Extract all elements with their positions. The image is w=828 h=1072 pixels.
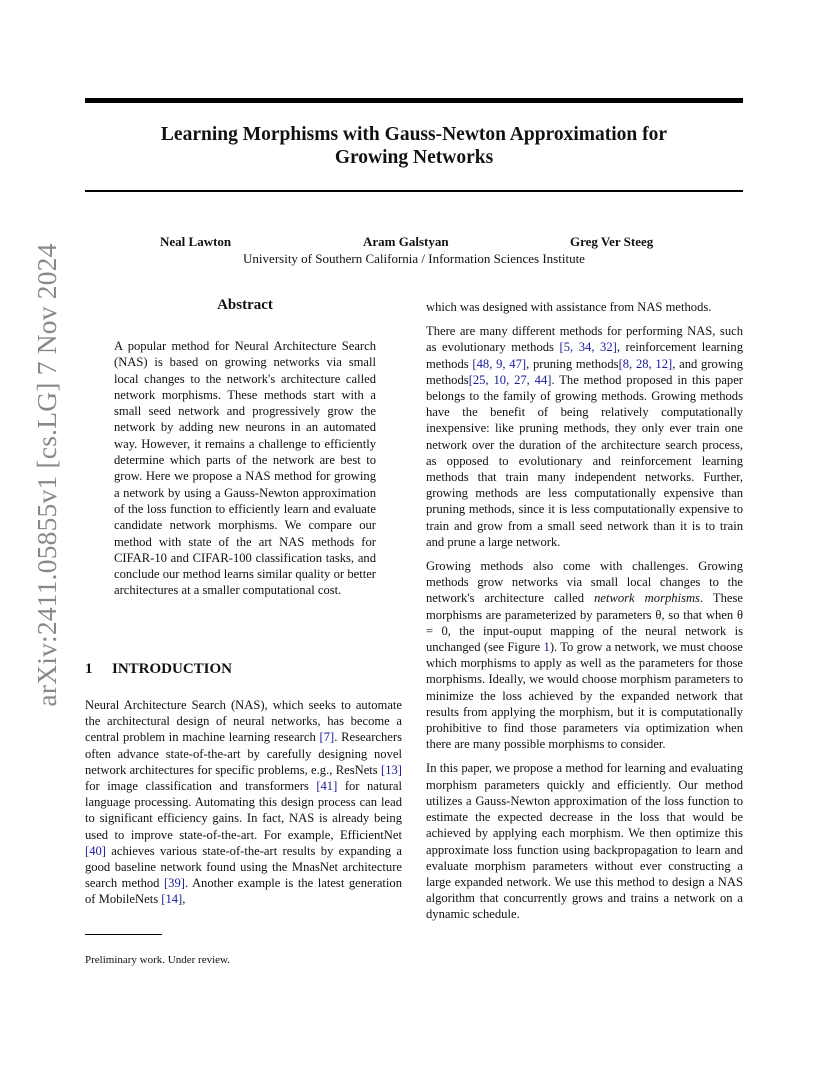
citation-link[interactable]: [39] xyxy=(163,876,185,891)
paragraph: There are many different methods for performing NAS, such as evolutionary methods [5, 34, 32], reinforcement learning methods [48, 9, 47], pruning methods[8, 28, 12], and growing methods[25, 10, 27, 44]. The method proposed in this paper belongs to the family of growing methods. Growing methods have the benefit of being relatively computationally inexpensive: like pruning methods, they only ever train one network over the duration of the architecture search process, as opposed to evolutionary and reinforcement learning methods that train many independent networks. Further, growing methods are less computationally expensive than pruning methods, since it is less computationally expensive to train and grow from a small seed network than it is to train and prune a large network. xyxy=(426,324,744,549)
emphasis-term: network morphisms xyxy=(594,591,700,606)
author-name: Neal Lawton xyxy=(160,234,232,249)
author-name: Greg Ver Steeg xyxy=(570,234,654,249)
paragraph: In this paper, we propose a method for learning and evaluating morphism parameters quickly and efficiently. Our method utilizes a Gauss-Newton approximation of the loss function to estimate the expected decrease in the loss that would be achieved by applying each morphism. We then optimize this approximate loss function using backpropagation to learn and evaluate morphism parameters without ever constructing a large expanded network. We use this method to design a NAS algorithm that concurrently grows and trains a network on a dynamic schedule. xyxy=(426,761,743,922)
citation-link[interactable]: [41] xyxy=(316,779,338,794)
arxiv-identifier: arXiv:2411.05855v1 [cs.LG] 7 Nov 2024 xyxy=(31,243,62,707)
title-top-rule xyxy=(85,98,743,103)
intro-column-left xyxy=(85,697,402,916)
title-line-1: Learning Morphisms with Gauss-Newton Approximation for xyxy=(160,124,668,145)
abstract-heading: Abstract xyxy=(217,297,273,313)
citation-link[interactable]: [13] xyxy=(381,762,402,777)
citation-link[interactable]: [5, 34, 32] xyxy=(559,340,617,355)
footnote-rule xyxy=(85,934,162,935)
title-bottom-rule xyxy=(85,190,743,192)
paragraph: which was designed with assistance from NAS methods. xyxy=(426,300,712,314)
title-line-2: Growing Networks xyxy=(334,147,494,168)
intro-column-right xyxy=(426,299,743,931)
section-heading xyxy=(85,661,232,678)
abstract-text: A popular method for Neural Architecture Search (NAS) is based on growing networks via small local changes to the network's architecture called network morphisms. These methods start with a small seed network and progressively grow the network by adding new neurons in an automated way. However, it remains a challenge to efficiently determine which parts of the network are best to grow. Here we propose a NAS method for growing a network by using a Gauss-Newton approximation of the loss function to efficiently learn and evaluate candidate network morphisms. We compare our method with state of the art NAS methods for CIFAR-10 and CIFAR-100 classification tasks, and conclude our method learns similar quality or better architectures at a smaller computational cost. xyxy=(114,339,376,598)
section-number: 1 xyxy=(85,661,93,677)
paragraph: Neural Architecture Search (NAS), which seeks to automate the architectural design of neural networks, has become a central problem in machine learning research [7]. Researchers often advance state-of-the-art by carefully designing novel network architectures for specific problems, e.g., ResNets [13] for image classification and transformers [41] for natural language processing. Automating this design process can lead to significant efficiency gains. In fact, NAS is already being used to improve state-of-the-art. For example, EfficientNet [40] achieves various state-of-the-art results by expanding a good baseline network found using the MnasNet architecture search method [39]. Another example is the latest generation of MobileNets [14], xyxy=(85,698,402,907)
section-title: INTRODUCTION xyxy=(112,661,233,677)
paragraph: Growing methods also come with challenges. Growing methods grow networks via small local changes to the network's architecture called network morphisms. These morphisms are parameterized by parameters θ, so that when θ = 0, the input-ouput mapping of the neural network is unchanged (see Figure 1). To grow a network, we must choose which morphisms to apply as well as the parameters for those morphisms. Ideally, we would choose morphism parameters to minimize the loss achieved by the expanded network that results from applying the morphism, but it is computationally prohibitive to find those parameters via optimization when there are many possible morphisms to consider. xyxy=(426,559,744,752)
citation-link[interactable]: [14] xyxy=(161,892,183,907)
citation-link[interactable]: [7] xyxy=(319,730,335,745)
figure-reference-link[interactable]: 1 xyxy=(543,640,550,655)
author-name: Aram Galstyan xyxy=(363,234,449,249)
paper-title xyxy=(85,123,743,169)
citation-link[interactable]: [48, 9, 47] xyxy=(472,356,527,371)
citation-link[interactable]: [25, 10, 27, 44] xyxy=(468,372,552,387)
citation-link[interactable]: [40] xyxy=(85,843,106,858)
affiliation: University of Southern California / Information Sciences Institute xyxy=(243,251,585,266)
footnote: Preliminary work. Under review. xyxy=(85,954,230,966)
citation-link[interactable]: [8, 28, 12] xyxy=(618,356,673,371)
